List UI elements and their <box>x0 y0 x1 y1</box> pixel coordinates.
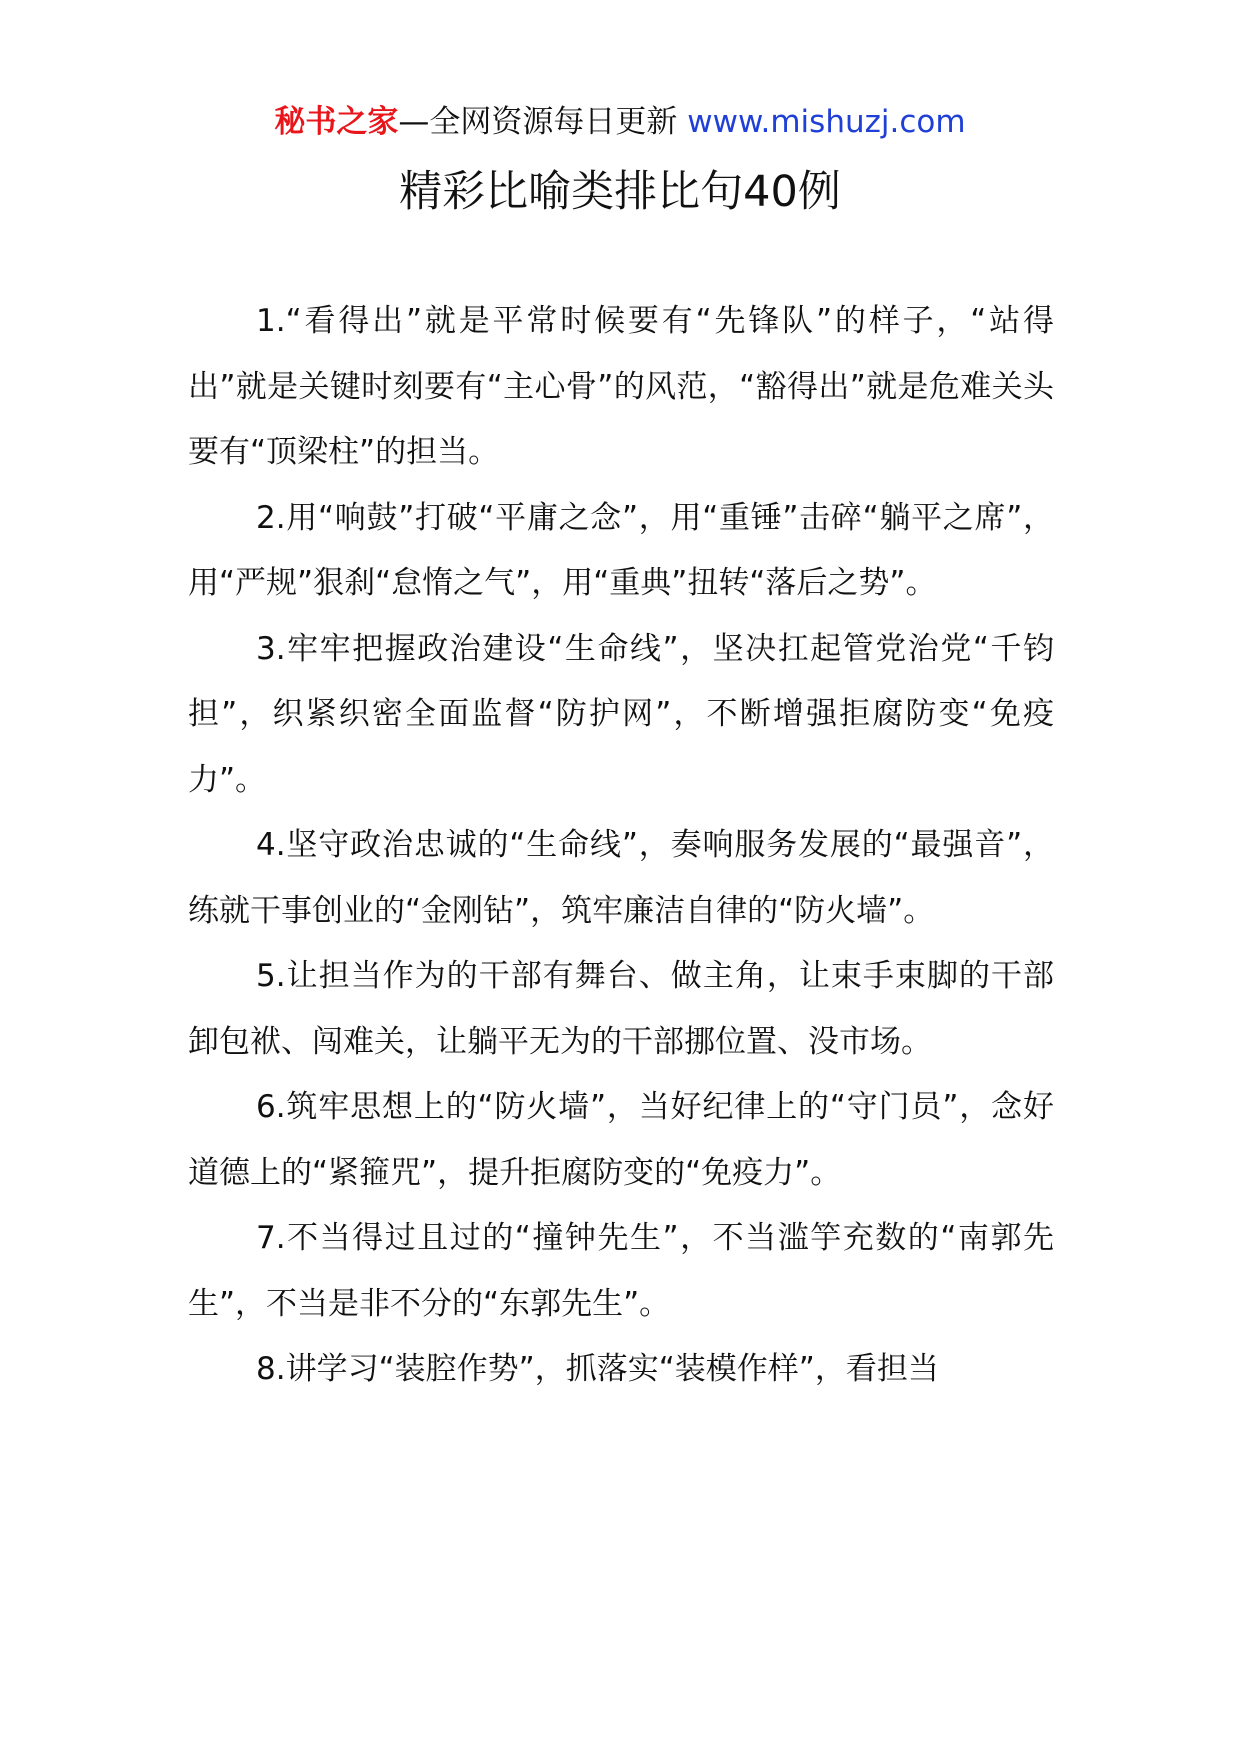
paragraph-2: 2.用“响鼓”打破“平庸之念”，用“重锤”击碎“躺平之席”，用“严规”狠刹“怠惰之气”，用“重典”扭转“落后之势”。 <box>188 499 1054 601</box>
paragraph-3: 3.牢牢把握政治建设“生命线”，坚决扛起管党治党“千钧担”，织紧织密全面监督“防护网”，不断增强拒腐防变“免疫力”。 <box>188 630 1054 798</box>
paragraph-7: 7.不当得过且过的“撞钟先生”，不当滥竽充数的“南郭先生”，不当是非不分的“东郭先生”。 <box>188 1220 1054 1322</box>
site-url-link[interactable]: www.mishuzj.com <box>687 104 966 140</box>
paragraph-6: 6.筑牢思想上的“防火墙”，当好纪律上的“守门员”，念好道德上的“紧箍咒”，提升拒腐防变的“免疫力”。 <box>188 1089 1054 1191</box>
paragraph-5: 5.让担当作为的干部有舞台、做主角，让束手束脚的干部卸包袱、闯难关，让躺平无为的干部挪位置、没市场。 <box>188 958 1054 1060</box>
document-body <box>188 289 1054 1403</box>
paragraph-4: 4.坚守政治忠诚的“生命线”，奏响服务发展的“最强音”，练就干事创业的“金刚钻”，筑牢廉洁自律的“防火墙”。 <box>188 827 1054 929</box>
site-header <box>0 100 1240 144</box>
document-title: 精彩比喻类排比句40例 <box>399 167 841 217</box>
header-slogan: —全网资源每日更新 <box>398 104 678 140</box>
paragraph-8: 8.讲学习“装腔作势”，抓落实“装模作样”，看担当 <box>256 1351 939 1387</box>
paragraph-1: 1.“看得出”就是平常时候要有“先锋队”的样子，“站得出”就是关键时刻要有“主心骨”的风范，“豁得出”就是危难关头要有“顶梁柱”的担当。 <box>188 303 1054 470</box>
brand-name: 秘书之家 <box>274 104 399 140</box>
